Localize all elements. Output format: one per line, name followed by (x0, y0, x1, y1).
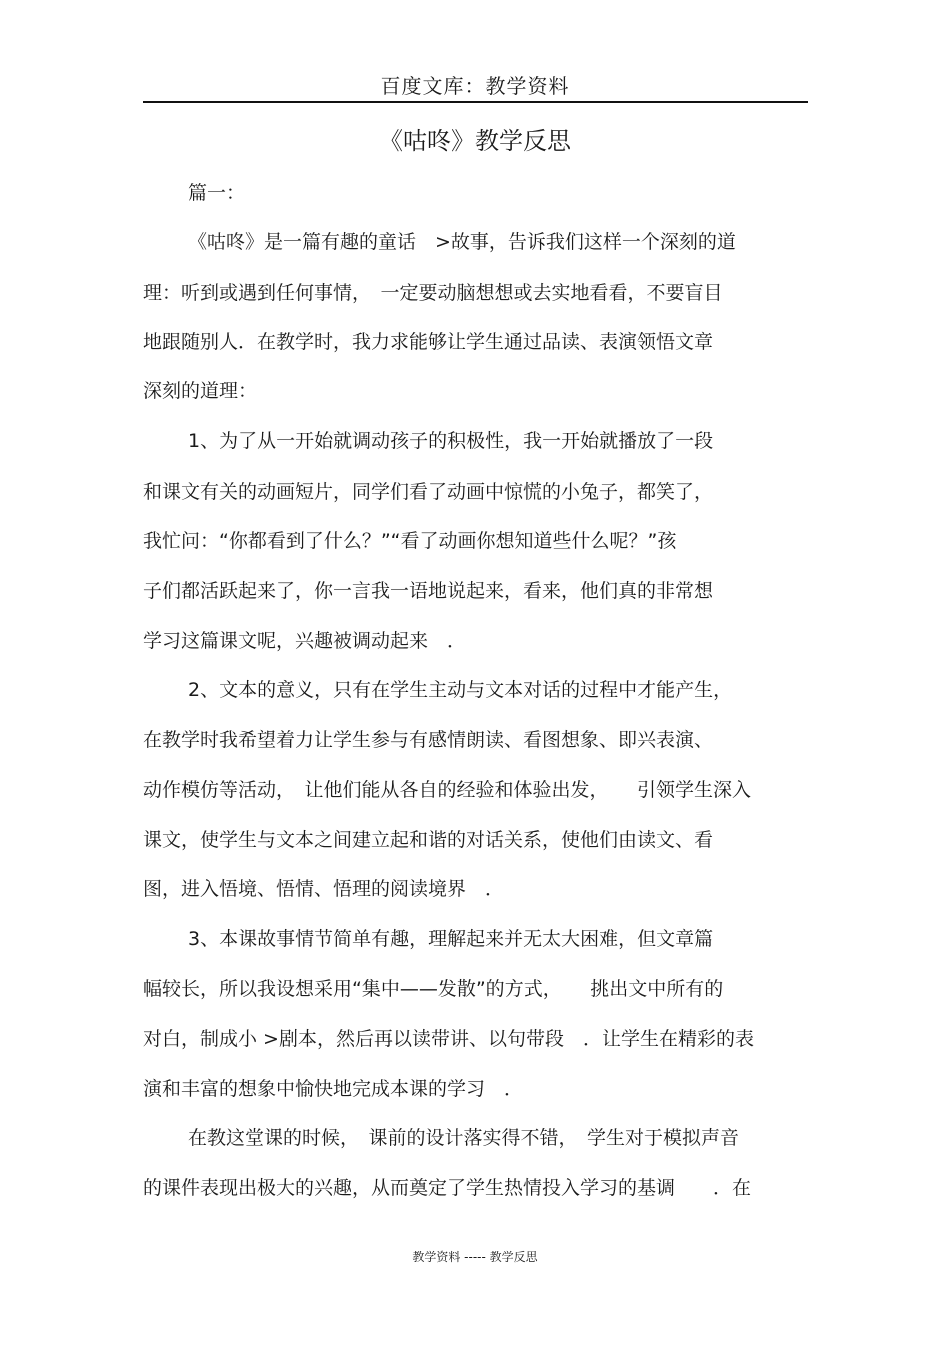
body-line: 的课件表现出极大的兴趣，从而奠定了学生热情投入学习的基调 ．在 (143, 1177, 752, 1199)
body-line: 在教这堂课的时候， 课前的设计落实得不错， 学生对于模拟声音 (188, 1127, 740, 1149)
body-line: 学习这篇课文呢，兴趣被调动起来 ． (143, 630, 467, 652)
body-line: 2、文本的意义，只有在学生主动与文本对话的过程中才能产生， (188, 679, 733, 701)
body-line: 深刻的道理： (143, 380, 258, 402)
document-title: 《咕咚》教学反思 (379, 127, 571, 155)
section-label: 篇一： (188, 182, 246, 204)
body-line: 幅较长，所以我设想采用“集中——发散”的方式， 挑出文中所有的 (143, 978, 724, 1000)
body-line: 我忙问：“你都看到了什么？”“看了动画你想知道些什么呢？”孩 (143, 530, 677, 552)
body-line: 在教学时我希望着力让学生参与有感情朗读、看图想象、即兴表演、 (143, 729, 714, 751)
page-header: 百度文库：教学资料 (380, 74, 570, 98)
body-line: 和课文有关的动画短片，同学们看了动画中惊慌的小兔子，都笑了， (143, 481, 714, 503)
body-line: 对白，制成小 >剧本，然后再以读带讲、以句带段 ．让学生在精彩的表 (143, 1028, 754, 1050)
body-line: 3、本课故事情节简单有趣，理解起来并无太大困难，但文章篇 (188, 928, 714, 950)
body-line: 动作模仿等活动， 让他们能从各自的经验和体验出发， 引领学生深入 (143, 779, 752, 801)
body-line: 课文，使学生与文本之间建立起和谐的对话关系，使他们由读文、看 (143, 829, 714, 851)
body-line: 地跟随别人．在教学时，我力求能够让学生通过品读、表演领悟文章 (143, 331, 714, 353)
body-line: 1、为了从一开始就调动孩子的积极性，我一开始就播放了一段 (188, 430, 714, 452)
body-line: 演和丰富的想象中愉快地完成本课的学习 ． (143, 1078, 524, 1100)
header-divider (143, 101, 808, 103)
body-line: 子们都活跃起来了，你一言我一语地说起来，看来，他们真的非常想 (143, 580, 714, 602)
page-footer: 教学资料 ----- 教学反思 (412, 1250, 538, 1264)
body-line: 图，进入悟境、悟情、悟理的阅读境界 ． (143, 878, 505, 900)
body-line: 理：听到或遇到任何事情， 一定要动脑想想或去实地看看，不要盲目 (143, 282, 723, 304)
body-line: 《咕咚》是一篇有趣的童话 >故事，告诉我们这样一个深刻的道 (188, 231, 736, 253)
